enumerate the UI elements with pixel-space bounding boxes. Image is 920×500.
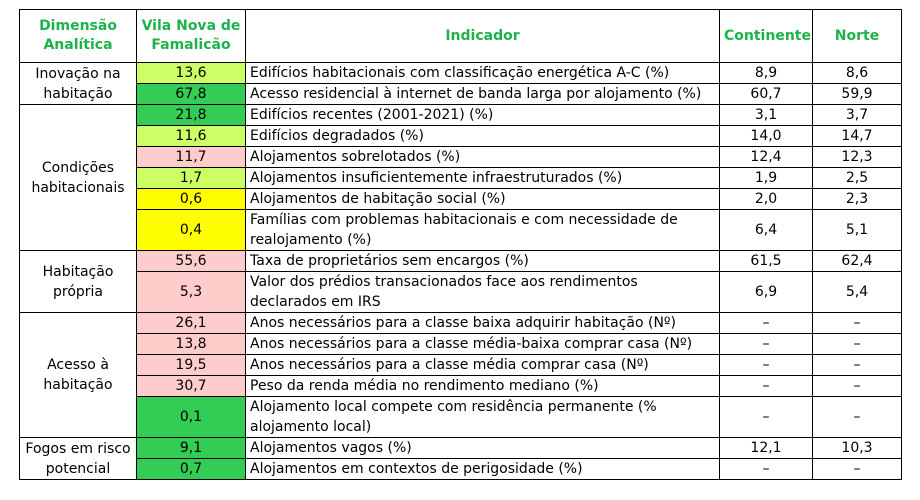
vnf-value: 0,4 (137, 210, 246, 251)
table-row (20, 189, 902, 210)
continente-value: 12,1 (720, 438, 813, 459)
norte-value: 14,7 (813, 126, 902, 147)
vnf-value: 0,6 (137, 189, 246, 210)
table-row (20, 126, 902, 147)
norte-value: – (813, 334, 902, 355)
continente-value: – (720, 459, 813, 480)
vnf-value: 19,5 (137, 355, 246, 376)
indicator-label: Alojamentos de habitação social (%) (246, 189, 720, 210)
dimension-cell: Condições habitacionais (20, 105, 137, 251)
header-dimension: Dimensão Analítica (20, 10, 137, 63)
continente-value: – (720, 334, 813, 355)
vnf-value: 9,1 (137, 438, 246, 459)
table-row (20, 334, 902, 355)
norte-value: 5,1 (813, 210, 902, 251)
dimension-cell: Fogos em risco potencial (20, 438, 137, 480)
indicator-label: Alojamentos em contextos de perigosidade (%) (246, 459, 720, 480)
dimension-cell: Acesso à habitação (20, 313, 137, 438)
table-row (20, 438, 902, 459)
table-row (20, 355, 902, 376)
indicator-label: Anos necessários para a classe média comprar casa (Nº) (246, 355, 720, 376)
housing-indicators-table (19, 9, 902, 480)
norte-value: – (813, 376, 902, 397)
continente-value: 8,9 (720, 63, 813, 84)
continente-value: 1,9 (720, 168, 813, 189)
indicator-label: Edifícios recentes (2001-2021) (%) (246, 105, 720, 126)
indicator-label: Peso da renda média no rendimento mediano (%) (246, 376, 720, 397)
norte-value: 10,3 (813, 438, 902, 459)
continente-value: 14,0 (720, 126, 813, 147)
indicator-label: Edifícios degradados (%) (246, 126, 720, 147)
indicator-label: Alojamento local compete com residência permanente (% alojamento local) (246, 397, 720, 438)
table-row (20, 147, 902, 168)
norte-value: 8,6 (813, 63, 902, 84)
table-row (20, 313, 902, 334)
continente-value: – (720, 397, 813, 438)
indicator-label: Acesso residencial à internet de banda larga por alojamento (%) (246, 84, 720, 105)
norte-value: 59,9 (813, 84, 902, 105)
norte-value: – (813, 397, 902, 438)
vnf-value: 5,3 (137, 272, 246, 313)
dimension-cell: Inovação na habitação (20, 63, 137, 105)
vnf-value: 0,7 (137, 459, 246, 480)
norte-value: – (813, 355, 902, 376)
continente-value: 3,1 (720, 105, 813, 126)
indicator-label: Edifícios habitacionais com classificação energética A-C (%) (246, 63, 720, 84)
header-indicator: Indicador (246, 10, 720, 63)
norte-value: 2,3 (813, 189, 902, 210)
header-continente: Continente (720, 10, 813, 63)
dimension-cell: Habitação própria (20, 251, 137, 313)
vnf-value: 67,8 (137, 84, 246, 105)
indicator-label: Anos necessários para a classe baixa adquirir habitação (Nº) (246, 313, 720, 334)
continente-value: 2,0 (720, 189, 813, 210)
table-row (20, 63, 902, 84)
continente-value: 60,7 (720, 84, 813, 105)
vnf-value: 13,6 (137, 63, 246, 84)
header-vnf: Vila Nova de Famalicão (137, 10, 246, 63)
vnf-value: 21,8 (137, 105, 246, 126)
norte-value: 62,4 (813, 251, 902, 272)
table-row (20, 105, 902, 126)
indicator-label: Famílias com problemas habitacionais e com necessidade de realojamento (%) (246, 210, 720, 251)
vnf-value: 11,7 (137, 147, 246, 168)
continente-value: 12,4 (720, 147, 813, 168)
vnf-value: 30,7 (137, 376, 246, 397)
norte-value: 2,5 (813, 168, 902, 189)
vnf-value: 0,1 (137, 397, 246, 438)
vnf-value: 1,7 (137, 168, 246, 189)
vnf-value: 55,6 (137, 251, 246, 272)
continente-value: 6,9 (720, 272, 813, 313)
norte-value: 12,3 (813, 147, 902, 168)
table-row (20, 376, 902, 397)
norte-value: – (813, 313, 902, 334)
indicator-label: Valor dos prédios transacionados face aos rendimentos declarados em IRS (246, 272, 720, 313)
continente-value: 6,4 (720, 210, 813, 251)
table-row (20, 397, 902, 438)
continente-value: – (720, 355, 813, 376)
continente-value: – (720, 376, 813, 397)
norte-value: – (813, 459, 902, 480)
table-row (20, 272, 902, 313)
table-row (20, 168, 902, 189)
indicator-label: Anos necessários para a classe média-baixa comprar casa (Nº) (246, 334, 720, 355)
table-row (20, 251, 902, 272)
table-row (20, 84, 902, 105)
norte-value: 5,4 (813, 272, 902, 313)
indicator-label: Alojamentos vagos (%) (246, 438, 720, 459)
indicator-label: Alojamentos insuficientemente infraestruturados (%) (246, 168, 720, 189)
indicator-label: Alojamentos sobrelotados (%) (246, 147, 720, 168)
header-row (20, 10, 902, 63)
table-row (20, 459, 902, 480)
vnf-value: 11,6 (137, 126, 246, 147)
continente-value: – (720, 313, 813, 334)
vnf-value: 13,8 (137, 334, 246, 355)
table-row (20, 210, 902, 251)
indicator-label: Taxa de proprietários sem encargos (%) (246, 251, 720, 272)
header-norte: Norte (813, 10, 902, 63)
continente-value: 61,5 (720, 251, 813, 272)
vnf-value: 26,1 (137, 313, 246, 334)
norte-value: 3,7 (813, 105, 902, 126)
